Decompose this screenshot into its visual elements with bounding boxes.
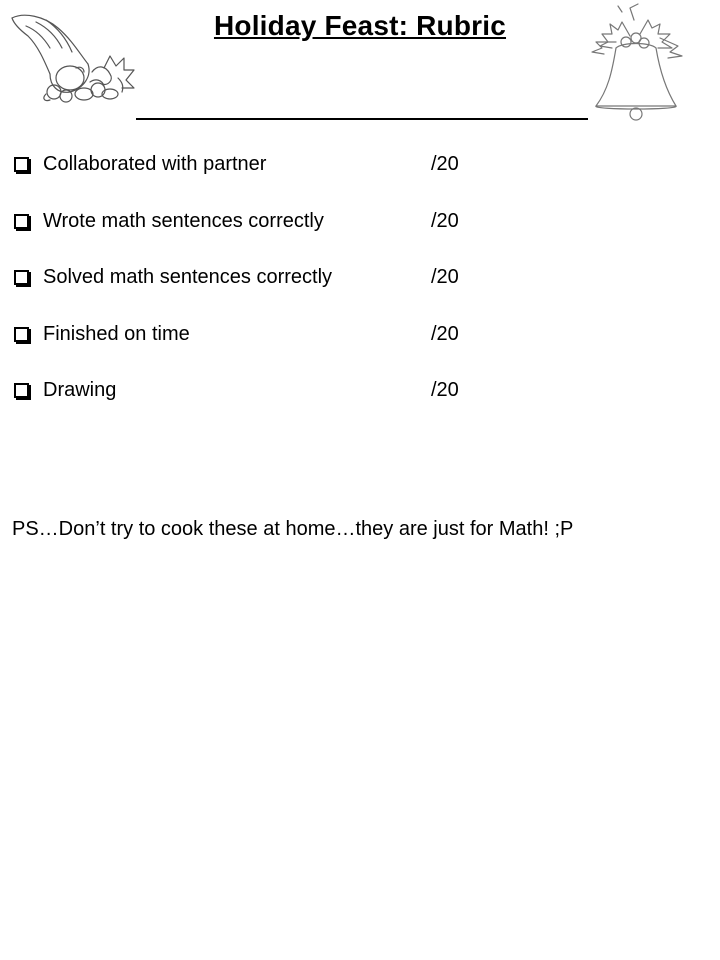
name-line [136,118,588,120]
checkbox[interactable] [14,383,29,398]
rubric-item-score: /20 [431,209,459,232]
rubric-item-score: /20 [431,152,459,175]
rubric-item-label: Drawing [43,378,117,401]
rubric-item-collaborated [14,149,514,179]
checkbox[interactable] [14,327,29,342]
holly-bell-icon [582,2,686,122]
rubric-item-drawing [14,375,514,405]
rubric-item-finished-on-time [14,319,514,349]
checkbox[interactable] [14,214,29,229]
page-title: Holiday Feast: Rubric [213,10,507,41]
rubric-item-label: Solved math sentences correctly [43,265,333,288]
ps-note: PS…Don’t try to cook these at home…they are just for Math! ;P [12,518,574,540]
rubric-item-solved-math [14,262,514,292]
rubric-item-score: /20 [431,322,459,345]
rubric-item-wrote-math [14,206,514,236]
rubric-item-score: /20 [431,265,459,288]
rubric-item-score: /20 [431,378,459,401]
rubric-item-label: Wrote math sentences correctly [43,209,324,232]
rubric-item-label: Collaborated with partner [43,152,267,175]
rubric-item-label: Finished on time [43,322,190,345]
checkbox[interactable] [14,157,29,172]
checkbox[interactable] [14,270,29,285]
